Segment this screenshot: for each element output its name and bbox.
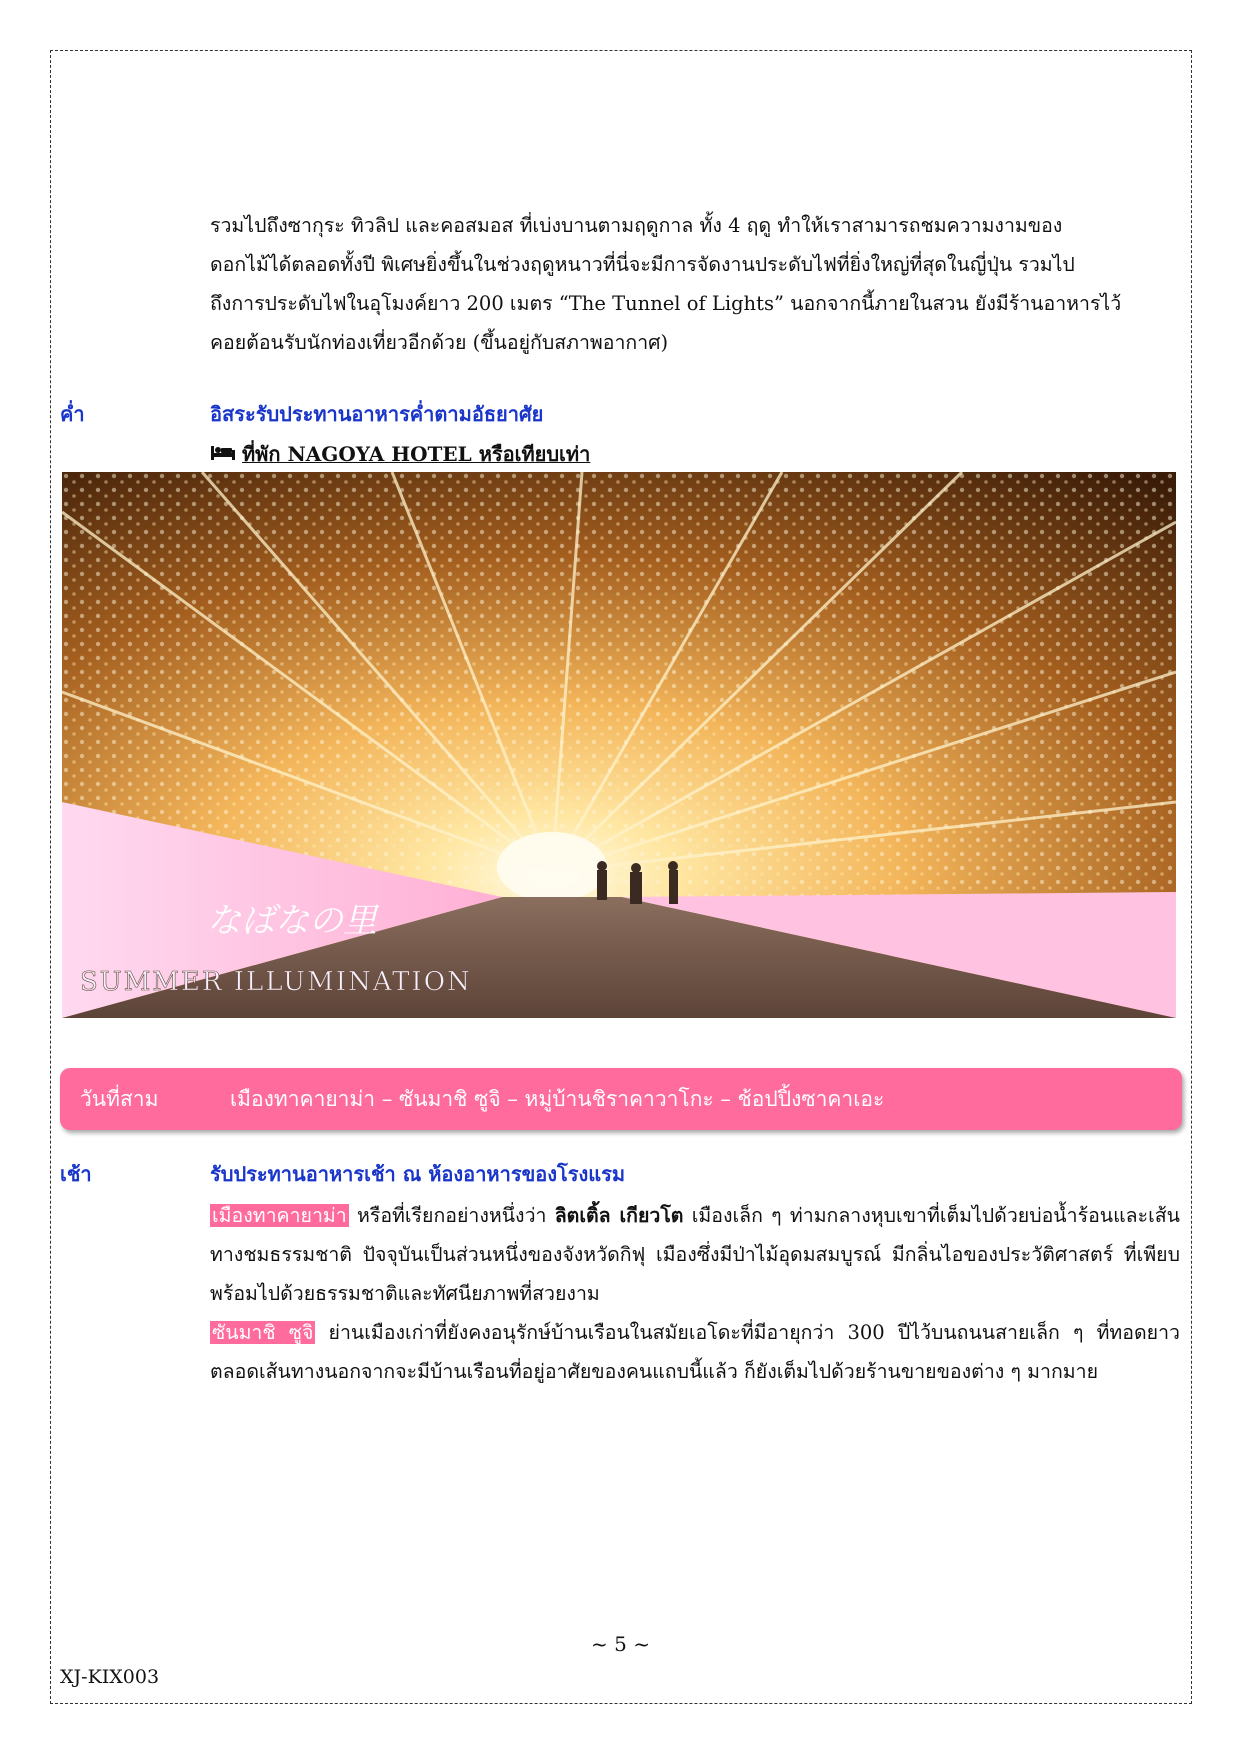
page-number: ~ 5 ~ [591,1632,650,1656]
takayama-text: หรือที่เรียกอย่างหนึ่งว่า [348,1204,555,1227]
accommodation-text: ที่พัก NAGOYA HOTEL หรือเทียบเท่า [242,442,591,466]
tunnel-of-lights-photo [62,472,1176,1018]
takayama-highlight: เมืองทาคายาม่า [212,1204,347,1227]
takayama-bold: ลิตเติ้ล เกียวโต [554,1204,684,1227]
takayama-text-rest: เมืองเล็ก ๆ ท่ามกลางหุบเขาที่เต็มไปด้วยบ่อน้ำร้อนและเส้นทางชมธรรมชาติ ปัจจุบันเป็นส่วนหนึ่งของจังหวัดกิฟุ เมืองซึ่งมีป่าไม้อุดมสมบูรณ์ มีกลิ่นไอของประวัติศาสตร์ ที่เพียบพร้อมไปด้วยธรรมชาติและทัศนียภาพที่สวยงาม [210,1204,1180,1305]
photo-logo-text: なばなの里 [207,901,377,941]
dinner-label: ค่ำ [60,402,85,426]
takayama-paragraph [210,1196,1180,1313]
photo-caption: SUMMER ILLUMINATION [80,967,472,997]
breakfast-text: รับประทานอาหารเช้า ณ ห้องอาหารของโรงแรม [210,1162,626,1186]
accommodation-line [210,438,590,470]
breakfast-label: เช้า [60,1162,92,1186]
document-code: XJ-KIX003 [60,1666,160,1688]
intro-line: ดอกไม้ได้ตลอดทั้งปี พิเศษยิ่งขึ้นในช่วงฤดูหนาวที่นี่จะมีการจัดงานประดับไฟที่ยิ่งใหญ่ที่สุดในญี่ปุ่น รวมไป [210,253,1075,276]
intro-line: ถึงการประดับไฟในอุโมงค์ยาว 200 เมตร “The Tunnel of Lights” นอกจากนี้ภายในสวน ยังมีร้านอาหารไว้ [210,292,1122,315]
dinner-text: อิสระรับประทานอาหารค่ำตามอัธยาศัย [210,402,544,426]
day-label: วันที่สาม [80,1086,159,1111]
sanmachi-paragraph [210,1313,1180,1391]
bed-icon [210,442,236,467]
day-route: เมืองทาคายาม่า – ซันมาชิ ซูจิ – หมู่บ้านชิราคาวาโกะ – ช้อปปิ้งซาคาเอะ [230,1086,885,1111]
sanmachi-text: ย่านเมืองเก่าที่ยังคงอนุรักษ์บ้านเรือนในสมัยเอโดะที่มีอายุกว่า 300 ปีไว้บนถนนสายเล็ก ๆ ที่ทอดยาว ตลอดเส้นทางนอกจากจะมีบ้านเรือนที่อยู่อาศัยของคนแถบนี้แล้ว ก็ยังเต็มไปด้วยร้านขายของต่าง ๆ มากมาย [210,1321,1180,1383]
intro-paragraph [210,206,1180,362]
day-banner [60,1068,1182,1130]
intro-line: รวมไปถึงซากุระ ทิวลิป และคอสมอส ที่เบ่งบานตามฤดูกาล ทั้ง 4 ฤดู ทำให้เราสามารถชมความงามของ [210,214,1063,237]
intro-line: คอยต้อนรับนักท่องเที่ยวอีกด้วย (ขึ้นอยู่กับสภาพอากาศ) [210,331,669,354]
sanmachi-highlight: ซันมาชิ ซูจิ [212,1321,314,1344]
